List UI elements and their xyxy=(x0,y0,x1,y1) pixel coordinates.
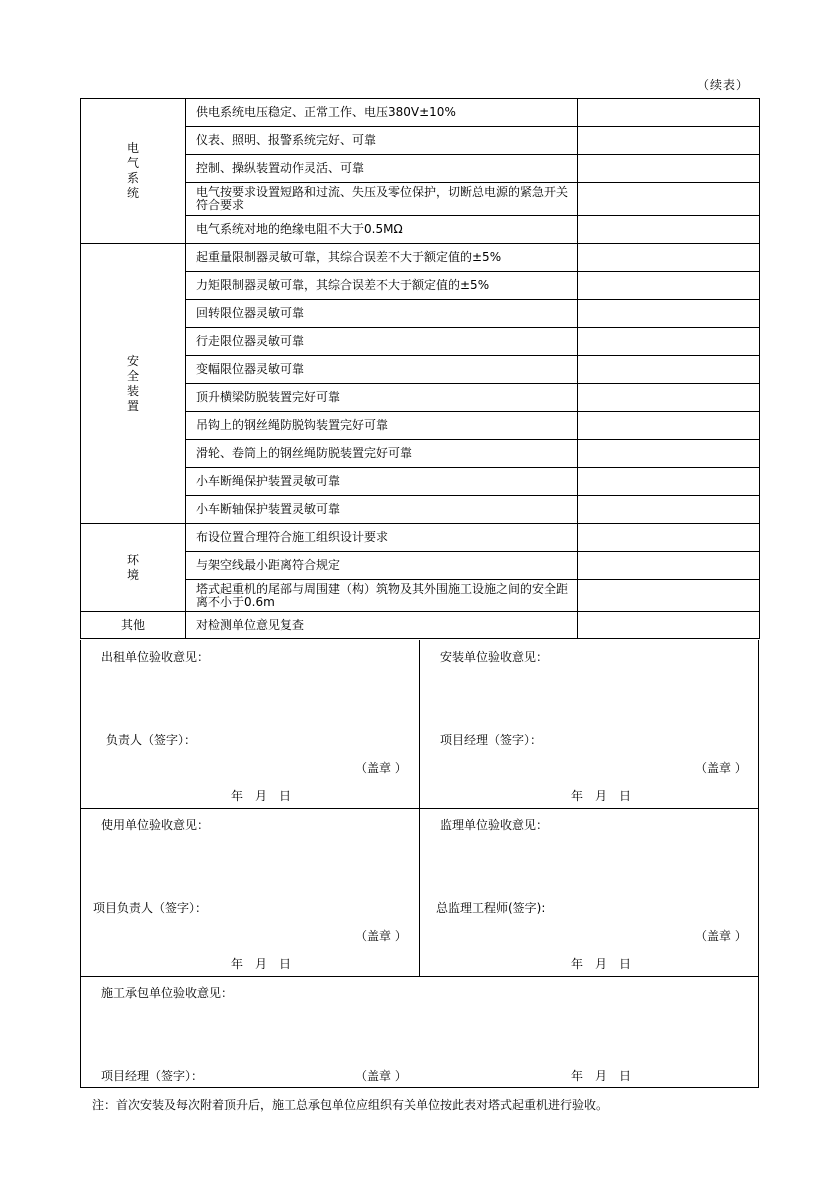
category-cell xyxy=(81,99,186,244)
item-cell: 小车断轴保护装置灵敏可靠 xyxy=(186,496,578,524)
result-cell xyxy=(578,127,760,155)
signoff-section xyxy=(80,640,759,1088)
result-cell xyxy=(578,580,760,612)
item-cell: 塔式起重机的尾部与周围建（构）筑物及其外围施工设施之间的安全距离不小于0.6m xyxy=(186,580,578,612)
install-seal: （盖章 ） xyxy=(695,761,747,775)
result-cell xyxy=(578,524,760,552)
rental-seal: （盖章 ） xyxy=(355,761,407,775)
contractor-date: 年 月 日 xyxy=(571,1069,632,1083)
contractor-opinion-label: 施工承包单位验收意见： xyxy=(101,986,234,1000)
item-cell: 供电系统电压稳定、正常工作、电压380V±10% xyxy=(186,99,578,127)
item-cell: 电气系统对地的绝缘电阻不大于0.5MΩ xyxy=(186,216,578,244)
item-cell: 吊钩上的钢丝绳防脱钩装置完好可靠 xyxy=(186,412,578,440)
item-cell: 布设位置合理符合施工组织设计要求 xyxy=(186,524,578,552)
result-cell xyxy=(578,412,760,440)
user-signer-label: 项目负责人（签字）： xyxy=(93,901,208,915)
result-cell xyxy=(578,300,760,328)
divider xyxy=(81,808,758,809)
result-cell xyxy=(578,99,760,127)
supervision-opinion-label: 监理单位验收意见： xyxy=(440,818,549,832)
continued-label: （续表） xyxy=(697,78,750,92)
category-cell xyxy=(81,524,186,612)
result-cell xyxy=(578,552,760,580)
result-cell xyxy=(578,440,760,468)
user-opinion-label: 使用单位验收意见： xyxy=(101,818,210,832)
rental-opinion-label: 出租单位验收意见： xyxy=(101,650,210,664)
result-cell xyxy=(578,216,760,244)
category-label: 其他 xyxy=(120,617,145,632)
category-cell xyxy=(81,244,186,524)
footnote: 注：首次安装及每次附着顶升后，施工总承包单位应组织有关单位按此表对塔式起重机进行验收。 xyxy=(92,1098,609,1112)
category-cell xyxy=(81,612,186,639)
table-row xyxy=(81,99,760,127)
supervision-date: 年 月 日 xyxy=(571,957,632,971)
item-cell: 电气按要求设置短路和过流、失压及零位保护，切断总电源的紧急开关符合要求 xyxy=(186,183,578,216)
category-label: 电气系统 xyxy=(126,141,139,200)
result-cell xyxy=(578,183,760,216)
item-cell: 对检测单位意见复查 xyxy=(186,612,578,639)
item-cell: 行走限位器灵敏可靠 xyxy=(186,328,578,356)
item-cell: 小车断绳保护装置灵敏可靠 xyxy=(186,468,578,496)
rental-signer-label: 负责人（签字）： xyxy=(106,733,197,747)
item-cell: 起重量限制器灵敏可靠，其综合误差不大于额定值的±5% xyxy=(186,244,578,272)
category-label: 环境 xyxy=(126,552,139,582)
result-cell xyxy=(578,468,760,496)
rental-date: 年 月 日 xyxy=(231,789,292,803)
item-cell: 与架空线最小距离符合规定 xyxy=(186,552,578,580)
item-cell: 控制、操纵装置动作灵活、可靠 xyxy=(186,155,578,183)
result-cell xyxy=(578,384,760,412)
result-cell xyxy=(578,612,760,639)
supervision-seal: （盖章 ） xyxy=(695,929,747,943)
table-row xyxy=(81,612,760,639)
item-cell: 顶升横梁防脱装置完好可靠 xyxy=(186,384,578,412)
inspection-table xyxy=(80,98,760,639)
supervision-signer-label: 总监理工程师(签字): xyxy=(436,901,546,915)
table-row xyxy=(81,244,760,272)
user-seal: （盖章 ） xyxy=(355,929,407,943)
result-cell xyxy=(578,328,760,356)
result-cell xyxy=(578,272,760,300)
result-cell xyxy=(578,155,760,183)
result-cell xyxy=(578,496,760,524)
install-signer-label: 项目经理（签字）： xyxy=(440,733,543,747)
divider xyxy=(81,976,758,977)
item-cell: 仪表、照明、报警系统完好、可靠 xyxy=(186,127,578,155)
item-cell: 变幅限位器灵敏可靠 xyxy=(186,356,578,384)
table-row xyxy=(81,524,760,552)
contractor-signer-label: 项目经理（签字）： xyxy=(101,1069,204,1083)
category-label: 安全装置 xyxy=(126,353,139,413)
install-date: 年 月 日 xyxy=(571,789,632,803)
item-cell: 力矩限制器灵敏可靠，其综合误差不大于额定值的±5% xyxy=(186,272,578,300)
result-cell xyxy=(578,356,760,384)
item-cell: 滑轮、卷筒上的钢丝绳防脱装置完好可靠 xyxy=(186,440,578,468)
result-cell xyxy=(578,244,760,272)
user-date: 年 月 日 xyxy=(231,957,292,971)
item-cell: 回转限位器灵敏可靠 xyxy=(186,300,578,328)
install-opinion-label: 安装单位验收意见： xyxy=(440,650,549,664)
contractor-seal: （盖章 ） xyxy=(355,1069,407,1083)
